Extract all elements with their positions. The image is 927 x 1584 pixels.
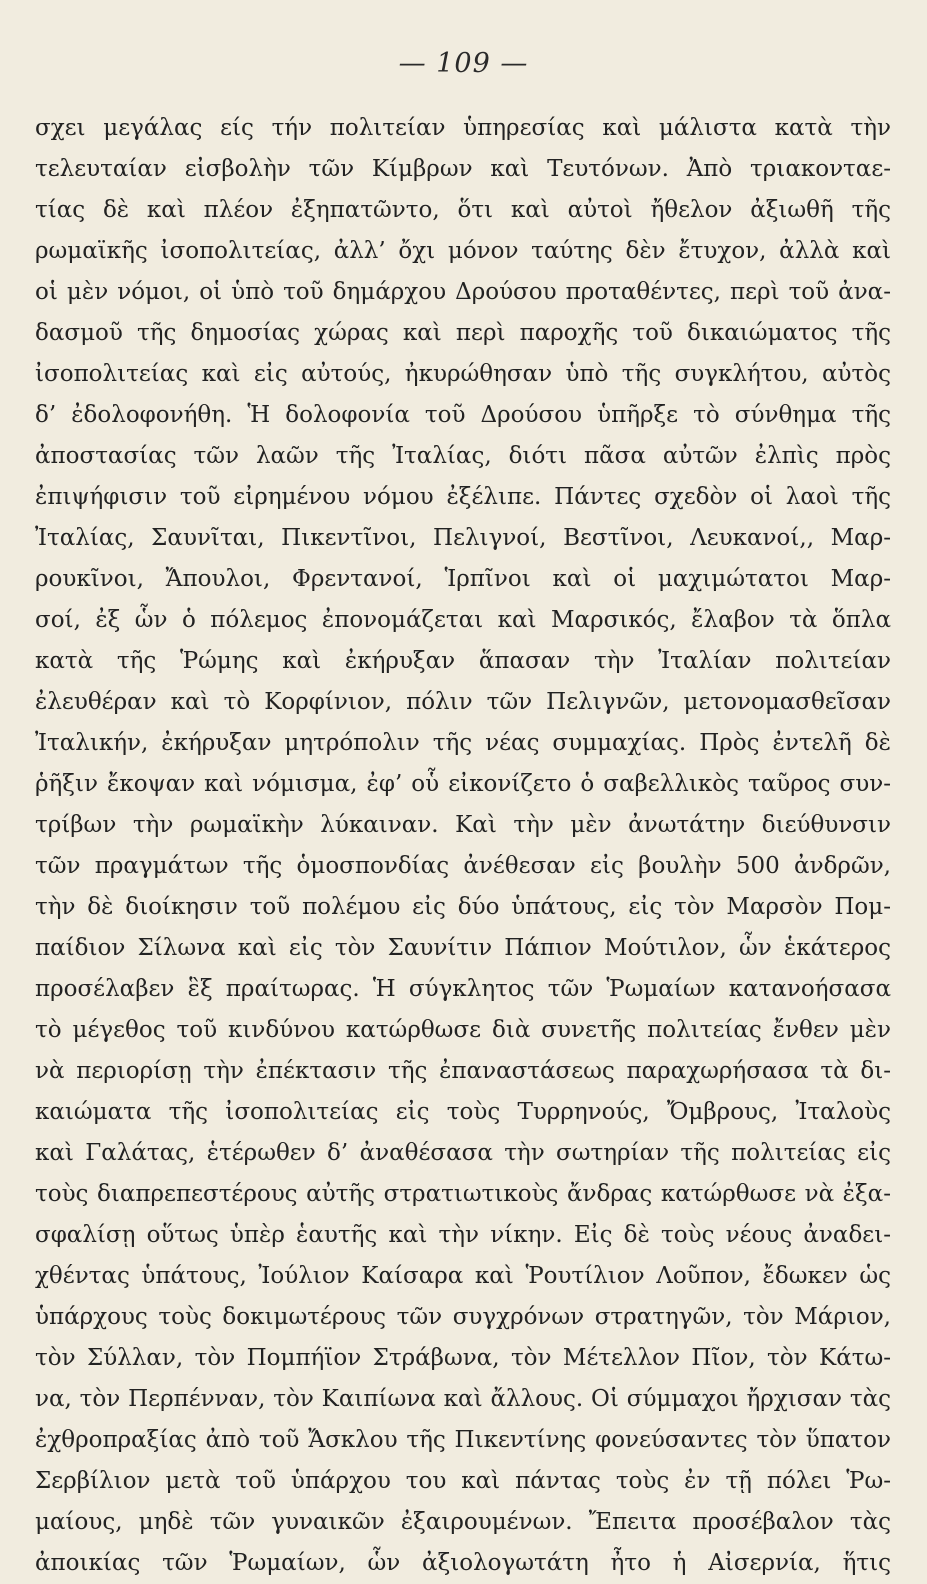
text-line: σφαλίσῃ οὕτως ὑπὲρ ἑαυτῆς καὶ τὴν νίκην. Εἰς δὲ τοὺς νέους ἀναδει- [35, 1222, 891, 1248]
text-line: ῥῆξιν ἔκοψαν καὶ νόμισμα, ἐφ’ οὗ εἰκονίζετο ὁ σαβελλικὸς ταῦρος συν- [35, 771, 891, 797]
text-line: Ἰταλίας, Σαυνῖται, Πικεντῖνοι, Πελιγνοί, Βεστῖνοι, Λευκανοί,, Μαρ- [35, 525, 891, 551]
text-line: ὑπάρχους τοὺς δοκιμωτέρους τῶν συγχρόνων στρατηγῶν, τὸν Μάριον, [35, 1304, 891, 1330]
text-line: ἐχθροπραξίας ἀπὸ τοῦ Ἄσκλου τῆς Πικεντίνης φονεύσαντες τὸν ὕπατον [35, 1427, 891, 1453]
text-line: σχει μεγάλας είς τήν πολιτείαν ὑπηρεσίας καὶ μάλιστα κατὰ τὴν [35, 115, 891, 141]
text-line: ρουκῖνοι, Ἄπουλοι, Φρεντανοί, Ἱρπῖνοι καὶ οἱ μαχιμώτατοι Μαρ- [35, 566, 891, 592]
text-line: τοὺς διαπρεπεστέρους αὐτῆς στρατιωτικοὺς ἄνδρας κατώρθωσε νὰ ἐξα- [35, 1181, 891, 1207]
text-line: να, τὸν Περπένναν, τὸν Καιπίωνα καὶ ἄλλους. Οἱ σύμμαχοι ἤρχισαν τὰς [35, 1386, 891, 1412]
text-line: μαίους, μηδὲ τῶν γυναικῶν ἐξαιρουμένων. Ἔπειτα προσέβαλον τὰς [35, 1509, 891, 1535]
text-line: παίδιον Σίλωνα καὶ εἰς τὸν Σαυνίτιν Πάπιον Μούτιλον, ὧν ἑκάτερος [35, 935, 891, 961]
page-number: — 109 — [398, 48, 529, 79]
text-line: τίας δὲ καὶ πλέον ἐξηπατῶντο, ὅτι καὶ αὐτοὶ ἤθελον ἀξιωθῆ τῆς [35, 197, 891, 223]
text-line: δ’ ἐδολοφονήθη. Ἡ δολοφονία τοῦ Δρούσου ὑπῆρξε τὸ σύνθημα τῆς [35, 402, 891, 428]
text-line: τὴν δὲ διοίκησιν τοῦ πολέμου εἰς δύο ὑπάτους, εἰς τὸν Μαρσὸν Πομ- [35, 894, 891, 920]
text-line: δασμοῦ τῆς δημοσίας χώρας καὶ περὶ παροχῆς τοῦ δικαιώματος τῆς [35, 320, 891, 346]
text-line: χθέντας ὑπάτους, Ἰούλιον Καίσαρα καὶ Ῥουτίλιον Λοῦπον, ἔδωκεν ὡς [35, 1263, 891, 1289]
text-line: ἀποικίας τῶν Ῥωμαίων, ὧν ἀξιολογωτάτη ἦτο ἡ Αἰσερνία, ἥτις [35, 1550, 891, 1576]
text-line: ρωμαϊκῆς ἰσοπολιτείας, ἀλλ’ ὄχι μόνον ταύτης δὲν ἔτυχον, ἀλλὰ καὶ [35, 238, 891, 264]
text-line: ἐπιψήφισιν τοῦ εἰρημένου νόμου ἐξέλιπε. Πάντες σχεδὸν οἱ λαοὶ τῆς [35, 484, 891, 510]
text-line: ἀποστασίας τῶν λαῶν τῆς Ἰταλίας, διότι πᾶσα αὐτῶν ἐλπὶς πρὸς [35, 443, 891, 469]
text-line: τὸ μέγεθος τοῦ κινδύνου κατώρθωσε διὰ συνετῆς πολιτείας ἔνθεν μὲν [35, 1017, 891, 1043]
text-line: καὶ Γαλάτας, ἑτέρωθεν δ’ ἀναθέσασα τὴν σωτηρίαν τῆς πολιτείας εἰς [35, 1140, 891, 1166]
text-line: τελευταίαν εἰσβολὴν τῶν Κίμβρων καὶ Τευτόνων. Ἀπὸ τριακονταε- [35, 156, 891, 182]
text-line: νὰ περιορίσῃ τὴν ἐπέκτασιν τῆς ἐπαναστάσεως παραχωρήσασα τὰ δι- [35, 1058, 891, 1084]
text-line: τρίβων τὴν ρωμαϊκὴν λύκαιναν. Καὶ τὴν μὲν ἀνωτάτην διεύθυνσιν [35, 812, 891, 838]
text-line: κατὰ τῆς Ῥώμης καὶ ἐκήρυξαν ἅπασαν τὴν Ἰταλίαν πολιτείαν [35, 648, 891, 674]
text-line: Ἰταλικήν, ἐκήρυξαν μητρόπολιν τῆς νέας συμμαχίας. Πρὸς ἐντελῆ δὲ [35, 730, 891, 756]
text-line: τῶν πραγμάτων τῆς ὁμοσπονδίας ἀνέθεσαν εἰς βουλὴν 500 ἀνδρῶν, [35, 853, 891, 879]
body-text [35, 108, 891, 1584]
text-line: καιώματα τῆς ἰσοπολιτείας εἰς τοὺς Τυρρηνούς, Ὄμβρους, Ἰταλοὺς [35, 1099, 891, 1125]
text-line: προσέλαβεν ἓξ πραίτωρας. Ἡ σύγκλητος τῶν Ῥωμαίων κατανοήσασα [35, 976, 891, 1002]
text-line: Σερβίλιον μετὰ τοῦ ὑπάρχου του καὶ πάντας τοὺς ἐν τῇ πόλει Ῥω- [35, 1468, 891, 1494]
text-line: τὸν Σύλλαν, τὸν Πομπήϊον Στράβωνα, τὸν Μέτελλον Πῖον, τὸν Κάτω- [35, 1345, 891, 1371]
text-line: ἰσοπολιτείας καὶ εἰς αὐτούς, ἠκυρώθησαν ὑπὸ τῆς συγκλήτου, αὐτὸς [35, 361, 891, 387]
text-line: οἱ μὲν νόμοι, οἱ ὑπὸ τοῦ δημάρχου Δρούσου προταθέντες, περὶ τοῦ ἀνα- [35, 279, 891, 305]
text-line: ἐλευθέραν καὶ τὸ Κορφίνιον, πόλιν τῶν Πελιγνῶν, μετονομασθεῖσαν [35, 689, 891, 715]
text-line: σοί, ἐξ ὧν ὁ πόλεμος ἐπονομάζεται καὶ Μαρσικός, ἔλαβον τὰ ὅπλα [35, 607, 891, 633]
